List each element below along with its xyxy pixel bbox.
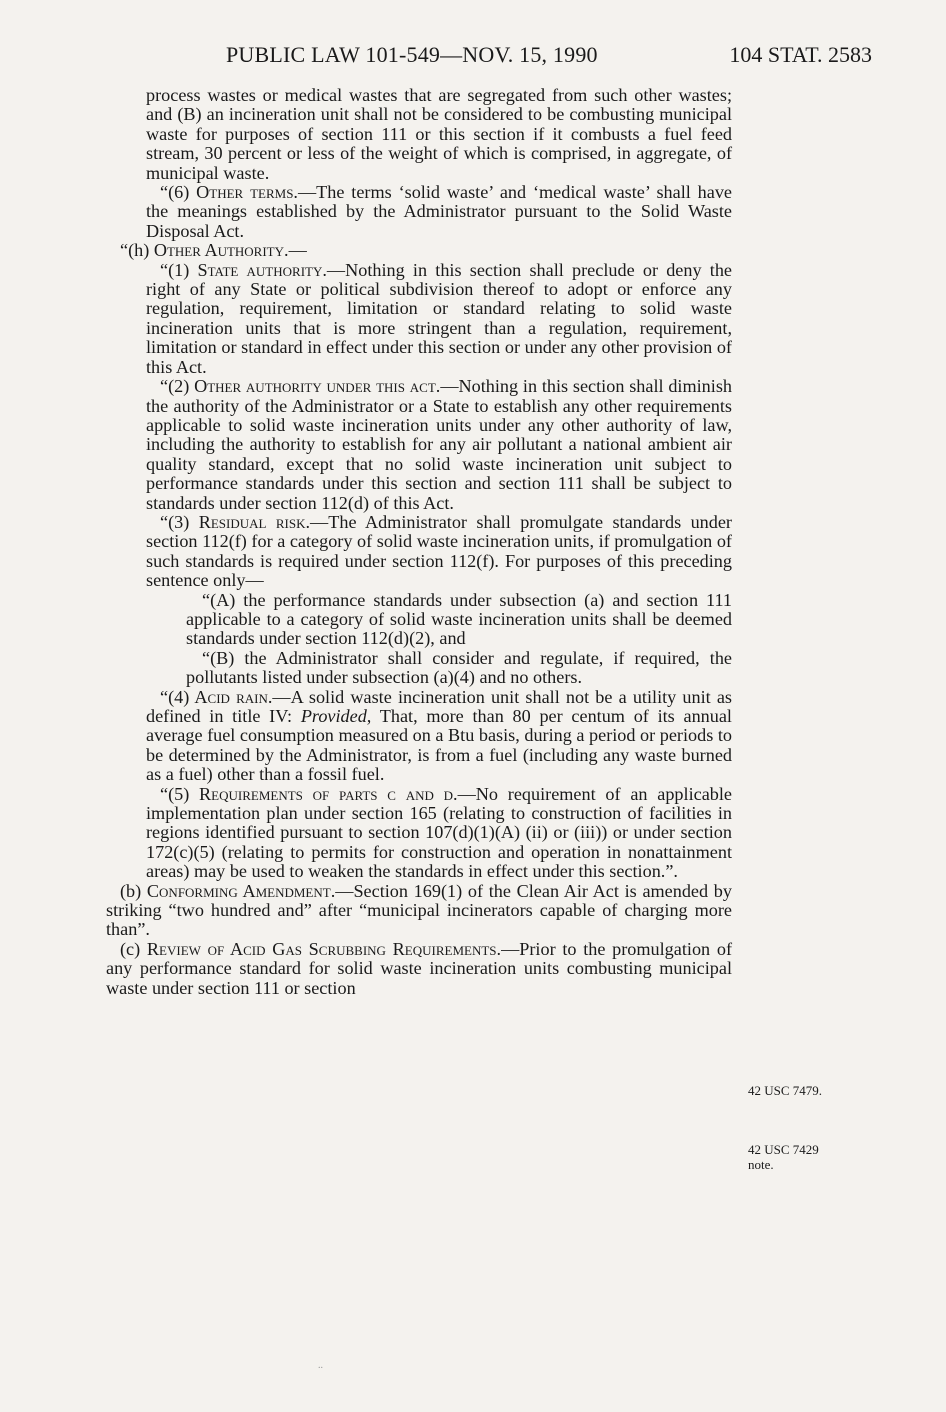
paragraph-text: “(A) the performance standards under subsection (a) and section 111 applicable to a category of solid waste incineration units shall be deemed standards under section 112(d)(2), and xyxy=(186,589,732,649)
section-heading: “(4) Acid rain. xyxy=(160,686,273,707)
subsection-h xyxy=(106,241,732,260)
section-heading: “(3) Residual risk. xyxy=(160,511,311,532)
stat-citation: 104 STAT. 2583 xyxy=(729,42,872,67)
clause-b xyxy=(106,649,732,688)
paragraph-text: process wastes or medical wastes that are segregated from such other wastes; and (B) an incineration unit shall not be considered to be combusting municipal waste for purposes of section 111 or this section if it combusts a fuel feed stream, 30 percent or less of the weight of which is comprised, in aggregate, of municipal waste. xyxy=(146,85,732,183)
page-header xyxy=(0,40,946,70)
section-heading: “(5) Requirements of parts c and d. xyxy=(160,783,458,804)
paragraph-residual-risk xyxy=(106,513,732,591)
paragraph-text: —The terms ‘solid waste’ and ‘medical waste’ shall have the meanings established by the Administrator pursuant to the Solid Waste Disposal Act. xyxy=(146,182,732,241)
paragraph-text: —Section 169(1) of the Clean Air Act is amended by striking “two hundred and” after “municipal incinerators capable of charging more than”. xyxy=(106,880,732,940)
paragraph-text: —Nothing in this section shall preclude or deny the right of any State or political subdivision thereof to adopt or enforce any regulation, requirement, limitation or standard relating to solid waste incineration units that is more stringent than a regulation, requirement, limitation or standard in effect under this section or under any other provision of this Act. xyxy=(146,259,732,377)
paragraph-text: —Prior to the promulgation of any performance standard for solid waste incineration units combusting municipal waste under section 111 or section xyxy=(106,938,733,998)
page-mark: .. xyxy=(318,1360,323,1371)
paragraph-text: —Nothing in this section shall diminish the authority of the Administrator or a State to establish any other requirements applicable to solid waste incineration units under any other authority of law, including the authority to establish for any air pollutant a national ambient air quality standard, except that no solid waste incineration unit subject to performance standards under this section and section 111 shall be subject to standards under section 112(d) of this Act. xyxy=(146,376,732,513)
section-heading: Other Authority. xyxy=(153,240,289,261)
dash: — xyxy=(288,240,307,261)
paragraph-text: “(B) the Administrator shall consider and regulate, if required, the pollutants listed under subsection (a)(4) and no others. xyxy=(186,647,732,688)
section-heading: “(2) Other authority under this act. xyxy=(160,376,441,397)
margin-note-line: note. xyxy=(748,1157,774,1172)
margin-note-b: 42 USC 7479. xyxy=(748,1083,823,1098)
section-heading: Conforming Amendment. xyxy=(146,880,336,901)
margin-note-line: 42 USC 7429 xyxy=(748,1142,819,1157)
paragraph-state-authority xyxy=(106,261,732,377)
subsection-b xyxy=(106,882,732,940)
paragraph-requirements xyxy=(106,785,732,882)
subsection-label: (c) xyxy=(120,938,147,959)
paragraph-text: —No requirement of an applicable implementation plan under section 165 (relating to construction of facilities in regions identified pursuant to section 107(d)(1)(A) (ii) or (iii)) or under section 172(c)(5) (relating to permits for construction and operation in nonattainment areas) may be used to weaken the standards in effect under this section.”. xyxy=(146,783,732,882)
paragraph-text: —A solid waste incineration unit shall not be a utility unit as defined in title IV: xyxy=(146,686,733,726)
paragraph-other-terms xyxy=(106,183,732,241)
section-heading: Review of Acid Gas Scrubbing Requirements. xyxy=(146,938,502,959)
paragraph-text: That, more than 80 per centum of its annual average fuel consumption measured on a Btu basis, during a period or periods to be determined by the Administrator, is from a fuel (including any waste burned as a fuel) other than a fossil fuel. xyxy=(146,706,732,785)
margin-note-c xyxy=(748,1142,848,1172)
subsection-c xyxy=(106,940,732,998)
paragraph-other-authority xyxy=(106,377,732,513)
paragraph-acid-rain xyxy=(106,688,732,785)
running-title: PUBLIC LAW 101-549—NOV. 15, 1990 xyxy=(226,42,598,67)
law-text xyxy=(106,86,732,998)
paragraph-text: —The Administrator shall promulgate standards under section 112(f) for a category of solid waste incineration units, if promulgation of such standards is required under section 112(f). For purposes of this preceding sentence only— xyxy=(146,511,732,591)
section-heading: “(6) Other terms. xyxy=(160,182,298,203)
subsection-label: “(h) xyxy=(120,240,154,261)
italic-term: Provided, xyxy=(300,706,372,726)
subsection-label: (b) xyxy=(120,880,147,901)
section-heading: “(1) State authority. xyxy=(160,259,327,280)
clause-a xyxy=(106,591,732,649)
paragraph-continuation xyxy=(106,86,732,183)
